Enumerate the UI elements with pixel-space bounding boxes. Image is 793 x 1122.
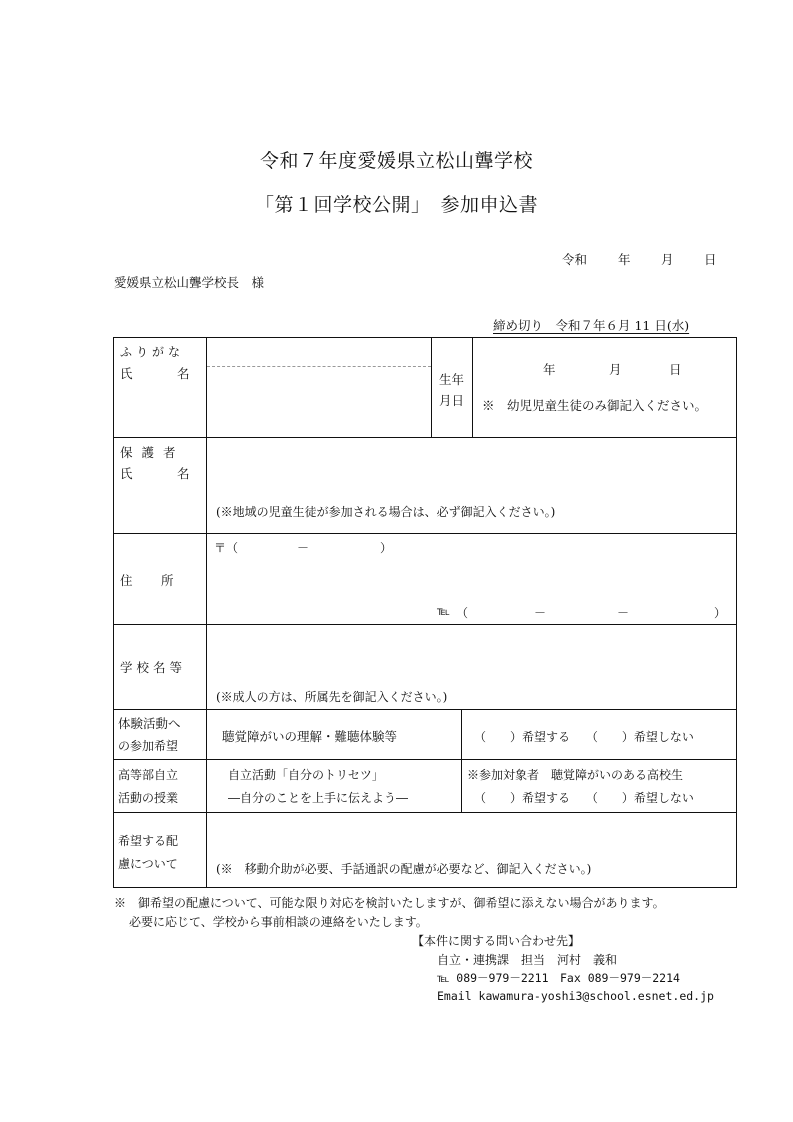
date-day: 日: [704, 252, 717, 267]
class-title-1: 自立活動「自分のトリセツ」: [228, 768, 384, 782]
class-title-2: ―自分のことを上手に伝えよう―: [228, 791, 409, 805]
class-label-1: 高等部自立: [118, 768, 179, 782]
school-label: 学校名等: [120, 660, 187, 675]
postal-prefix: 〒（: [214, 541, 239, 555]
guardian-label-2b: 名: [177, 466, 190, 481]
date-era: 令和: [562, 252, 588, 267]
birth-label-divider-left: [431, 337, 432, 437]
birth-day: 日: [669, 362, 682, 377]
birth-label-divider-right: [472, 337, 473, 437]
school-note: (※成人の方は、所属先を御記入ください。): [216, 690, 448, 704]
tel-dash-2: －: [617, 606, 630, 620]
class-choice[interactable]: （ ）希望する （ ）希望しない: [474, 791, 694, 805]
deadline-text: 締め切り 令和７年６月 11 日(水): [493, 318, 690, 333]
birth-note: ※ 幼児児童生徒のみ御記入ください。: [482, 398, 708, 413]
contact-heading: 【本件に関する問い合わせ先】: [412, 934, 581, 948]
contact-email[interactable]: Email kawamura-yoshi3@school.esnet.ed.jp: [437, 989, 714, 1003]
row-divider: [113, 533, 737, 534]
experience-label-1: 体験活動へ: [118, 716, 181, 731]
address-label-a: 住: [120, 573, 133, 588]
row-divider: [113, 812, 737, 813]
date-month: 月: [661, 252, 674, 267]
furigana-label: ふりがな: [120, 345, 185, 359]
deadline: [493, 316, 689, 334]
tel-close: ）: [714, 606, 727, 620]
experience-choice[interactable]: （ ）希望する （ ）希望しない: [474, 730, 694, 744]
contact-dept: 自立・連携課 担当 河村 義和: [437, 953, 618, 967]
birth-year: 年: [543, 362, 556, 377]
consideration-note: (※ 移動介助が必要、手話通訳の配慮が必要など、御記入ください。): [216, 862, 592, 876]
furigana-dashed-line: [207, 366, 431, 367]
addressee: 愛媛県立松山聾学校長 様: [114, 275, 265, 290]
tel-label: ℡: [437, 604, 450, 618]
guardian-note: (※地域の児童生徒が参加される場合は、必ず御記入ください。): [216, 505, 556, 519]
postal-dash: －: [297, 541, 310, 555]
name-label-a: 氏: [120, 366, 133, 381]
consideration-label-1: 希望する配: [118, 834, 179, 848]
table-border-left: [113, 337, 114, 888]
birth-label-2: 月日: [439, 393, 465, 408]
page-subtitle: 「第１回学校公開」 参加申込書: [254, 194, 538, 216]
label-column-divider: [206, 337, 207, 888]
table-border-right: [736, 337, 737, 888]
row-divider: [113, 709, 737, 710]
page-title: 令和７年度愛媛県立松山聾学校: [259, 150, 533, 172]
experience-title: 聴覚障がいの理解・難聴体験等: [222, 729, 398, 744]
class-target: ※参加対象者 聴覚障がいのある高校生: [467, 768, 684, 782]
date-year: 年: [618, 252, 631, 267]
footer-note-1: ※ 御希望の配慮について、可能な限り対応を検討いたしますが、御希望に添えない場合があります。: [114, 896, 665, 910]
consideration-label-2: 慮について: [118, 857, 178, 871]
row-divider: [113, 759, 737, 760]
birth-month: 月: [609, 362, 622, 377]
contact-tel: ℡ 089－979－2211 Fax 089－979－2214: [437, 971, 680, 985]
footer-note-2: 必要に応じて、学校から事前相談の連絡をいたします。: [129, 915, 428, 929]
experience-label-2: の参加希望: [118, 739, 179, 753]
class-label-2: 活動の授業: [118, 791, 179, 805]
guardian-label-2a: 氏: [120, 466, 133, 481]
guardian-label-1: 保護者: [120, 445, 185, 460]
tel-open: （: [456, 606, 469, 620]
choice-column-divider: [461, 709, 462, 812]
tel-dash-1: －: [534, 606, 547, 620]
postal-close: ）: [380, 541, 393, 555]
row-divider: [113, 437, 737, 438]
birth-label-1: 生年: [439, 372, 465, 387]
address-label-b: 所: [161, 573, 174, 588]
name-label-b: 名: [177, 366, 190, 381]
row-divider: [113, 624, 737, 625]
